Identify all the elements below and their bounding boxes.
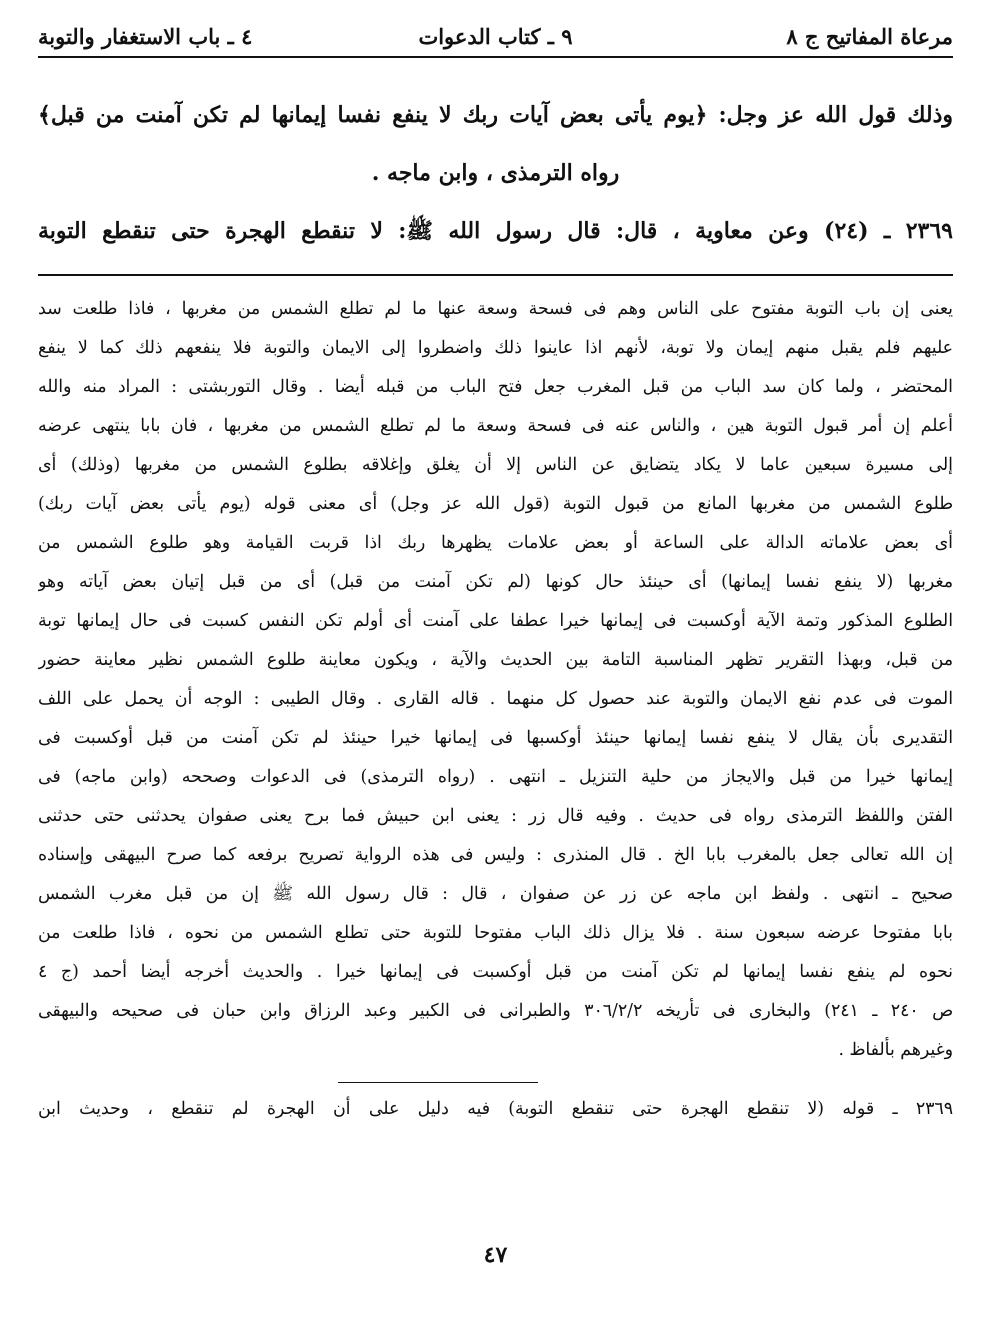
footnote-divider bbox=[338, 1082, 538, 1083]
section-divider bbox=[38, 274, 953, 276]
hadith-line-3: ٢٣٦٩ ـ (٢٤) وعن معاوية ، قال: قال رسول الله ﷺ: لا تنقطع الهجرة حتى تنقطع التوبة bbox=[38, 218, 953, 244]
commentary-line: التقديرى بأن يقال لا ينفع نفسا إيمانها حينئذ أوكسبها فى إيمانها خيرا حينئذ لم تكن آمنت من قبل أوكسبت فى bbox=[38, 728, 953, 748]
commentary-line: بابا مفتوحا عرضه سبعون سنة . فلا يزال ذلك الباب مفتوحا للتوبة حتى تطلع الشمس من نحوه ، فاذا طلعت من bbox=[38, 923, 953, 943]
commentary-line: من قبل، وبهذا التقرير تظهر المناسبة التامة بين الحديث والآية ، ويكون معاينة طلوع الشمس نظير معاينة حضور bbox=[38, 650, 953, 670]
bab-title: ٤ ـ باب الاستغفار والتوبة bbox=[38, 24, 253, 49]
commentary-line: يعنى إن باب التوبة مفتوح على الناس وهم فى فسحة وسعة عنها ما لم تطلع الشمس من مغربها ، فاذا طلعت سد bbox=[38, 299, 953, 319]
commentary-line: نحوه لم ينفع نفسا إيمانها لم تكن آمنت من قبل أوكسبت فى إيمانها خيرا . والحديث أخرجه أيضا أحمد (ج ٤ bbox=[38, 962, 953, 982]
commentary-line: المحتضر ، ولما كان سد الباب من قبل المغرب جعل فتح الباب من قبله أيضا . وقال التوربشتى : المراد منه والله bbox=[38, 377, 953, 397]
commentary bbox=[38, 290, 953, 1070]
commentary-line: صحيح ـ انتهى . ولفظ ابن ماجه عن زر عن صفوان ، قال : قال رسول الله ﷺ إن من قبل مغرب الشمس bbox=[38, 884, 953, 904]
commentary-line: طلوع الشمس من مغربها المانع من قبول التوبة (قول الله عز وجل) أى معنى قوله (يوم يأتى بعض آيات ربك) bbox=[38, 494, 953, 514]
commentary-line: الطلوع المذكور وتمة الآية أوكسبت فى إيمانها خيرا عطفا على آمنت أى أولم تكن النفس كسبت فى حال إيمانها توبة bbox=[38, 611, 953, 631]
kitab-title: ٩ ـ كتاب الدعوات bbox=[418, 24, 573, 49]
hadith-text bbox=[38, 86, 953, 260]
commentary-line: مغربها (لا ينفع نفسا إيمانها) أى حينئذ حال كونها (لم تكن آمنت من قبل) أى من قبل إتيان بعض آياته وهو bbox=[38, 572, 953, 592]
commentary-line: إيمانها خيرا من قبل والايجاز من حلية التنزيل ـ انتهى . (رواه الترمذى) فى الدعوات وصححه (وابن ماجه) فى bbox=[38, 767, 953, 787]
commentary-line: الموت فى عدم نفع الايمان والتوبة عند حصول كل منهما . قاله القارى . وقال الطيبى : الوجه أن يحمل على اللف bbox=[38, 689, 953, 709]
book-page bbox=[38, 22, 953, 1322]
hadith-line-2: رواه الترمذى ، وابن ماجه . bbox=[371, 160, 620, 186]
footnote bbox=[38, 1089, 953, 1129]
book-title: مرعاة المفاتيح ج ٨ bbox=[786, 24, 953, 49]
commentary-line: وغيرهم بألفاظ . bbox=[838, 1040, 953, 1060]
footnote-line: ٢٣٦٩ ـ قوله (لا تنقطع الهجرة حتى تنقطع التوبة) فيه دليل على أن الهجرة لم تنقطع ، وحديث ابن bbox=[38, 1099, 953, 1119]
commentary-line: أعلم إن أمر قبول التوبة هين ، والناس عنه فى فسحة وسعة ما لم تطلع الشمس من مغربها ، فان بابا ينتهى عرضه bbox=[38, 416, 953, 436]
running-header bbox=[38, 22, 953, 58]
commentary-line: ص ٢٤٠ ـ ٢٤١) والبخارى فى تأريخه ٣٠٦/٢/٢ والطبرانى فى الكبير وعبد الرزاق وابن حبان فى صحيحه والبيهقى bbox=[38, 1001, 953, 1021]
commentary-line: إلى مسيرة سبعين عاما لا يكاد يتضايق عن الناس إلا أن يغلق وإغلاقه بطلوع الشمس من مغربها (وذلك) أى bbox=[38, 455, 953, 475]
page-number: ٤٧ bbox=[483, 1242, 508, 1268]
hadith-line-1: وذلك قول الله عز وجل: ﴿يوم يأتى بعض آيات ربك لا ينفع نفسا إيمانها لم تكن آمنت من قبل﴾ bbox=[38, 102, 953, 128]
commentary-line: إن الله تعالى جعل بالمغرب بابا الخ . قال المنذرى : وليس فى هذه الرواية تصريح برفعه كما صرح البيهقى وإسناده bbox=[38, 845, 953, 865]
commentary-line: أى بعض علاماته الدالة على الساعة أو بعض علامات يظهرها ربك اذا قربت القيامة وهو طلوع الشمس من bbox=[38, 533, 953, 553]
commentary-line: الفتن واللفظ الترمذى رواه فى حديث . وفيه قال زر : يعنى ابن حبيش فما برح يعنى صفوان يحدثنى حتى حدثنى bbox=[38, 806, 953, 826]
commentary-line: عليهم فلم يقبل منهم إيمان ولا توبة، لأنهم اذا عاينوا ذلك واضطروا إلى الايمان والتوبة فلا ينفعهم ذلك كما لا ينفع bbox=[38, 338, 953, 358]
